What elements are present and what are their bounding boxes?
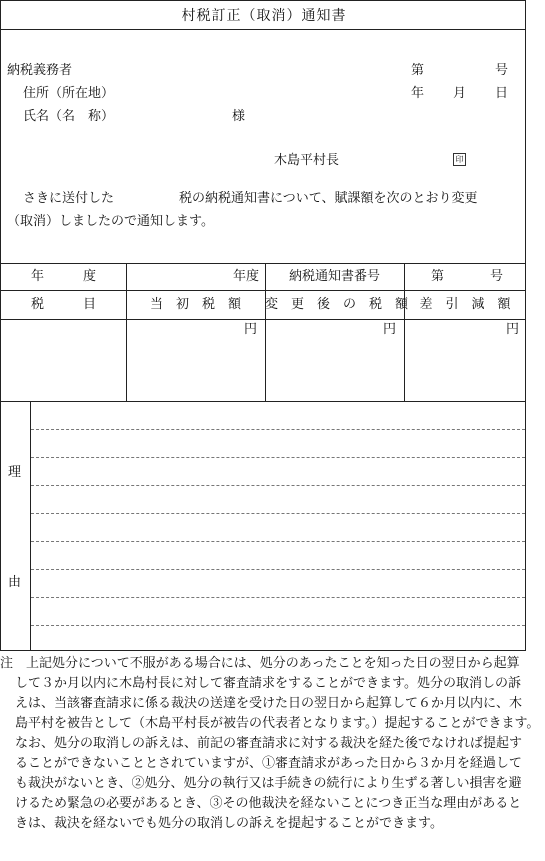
nendo-label: 年 度 [30,269,96,284]
title-divider [1,29,525,30]
reason-divider [30,401,31,651]
reason-line-4 [31,513,525,514]
seal-mark [453,152,466,168]
number-prefix: 第 [411,63,425,78]
appeal-note [0,654,545,834]
taxpayer-label: 納税義務者 [7,63,73,78]
note-line: けるため緊急の必要があるとき、③その他裁決を経ないことにつき正当な理由があると [15,796,522,811]
note-line: なお、処分の取消しの訴えは、前記の審査請求に対する裁決を経た後でなければ提起す [15,736,523,751]
reason-char-2: 由 [8,575,22,590]
note-line: 島平村を被告として（木島平村長が被告の代表者となります。）提起することができます。 [15,716,540,731]
notice-number-prefix: 第 [431,269,445,284]
reason-line-7 [31,597,525,598]
note-line: して３か月以内に木島村長に対して審査請求をすることができます。処分の取消しの訴 [15,676,521,691]
note-line: えは、当該審査請求に係る裁決の送達を受けた日の翌日から起算して６か月以内に、木 [15,696,523,711]
reason-line-1 [31,429,525,430]
honorific: 様 [232,109,246,124]
body-line-1: さきに送付した 税の納税通知書について、賦課額を次のとおり変更 [23,191,478,206]
header-reduction-amount: 差 引 減 額 [419,297,511,312]
nendo-value: 年度 [232,269,259,284]
reason-line-5 [31,541,525,542]
name-label: 氏名（名 称） [23,109,115,124]
header-tax-item: 税 目 [30,297,96,312]
table-row-rule-2 [1,319,525,320]
table-row-rule-1 [1,290,525,291]
table-top-rule [1,263,525,264]
table-col-rule-3 [404,263,405,401]
header-changed-amount: 変 更 後 の 税 額 [265,297,409,312]
unit-changed: 円 [383,322,397,337]
notice-number-label: 納税通知書番号 [288,269,380,284]
reason-line-3 [31,485,525,486]
header-original-amount: 当 初 税 額 [149,297,241,312]
unit-reduction: 円 [506,322,520,337]
note-line: ることができないこととされていますが、①審査請求があった日から３か月を経過して [15,756,522,771]
address-label: 住所（所在地） [23,86,115,101]
body-line-2: （取消）しましたので通知します。 [7,214,214,229]
unit-original: 円 [244,322,258,337]
date-month: 月 [453,86,467,101]
reason-line-2 [31,457,525,458]
number-suffix: 号 [495,63,509,78]
note-line: 注 上記処分について不服がある場合には、処分のあったことを知った日の翌日から起算 [0,656,520,671]
reason-line-8 [31,625,525,626]
form-title: 村税訂正（取消）通知書 [181,8,347,24]
note-line: きは、裁決を経ないでも処分の取消しの訴えを提起することができます。 [15,816,443,831]
reason-char-1: 理 [8,465,22,480]
table-bottom-rule [1,401,525,402]
date-year: 年 [411,86,425,101]
note-line: も裁決がないとき、②処分、処分の執行又は手続きの続行により生ずる著しい損害を避 [15,776,522,791]
reason-line-6 [31,569,525,570]
date-day: 日 [495,86,509,101]
seal-stamp: 印 [453,153,466,166]
notice-number-suffix: 号 [490,269,504,284]
issuer-name: 木島平村長 [274,153,340,168]
